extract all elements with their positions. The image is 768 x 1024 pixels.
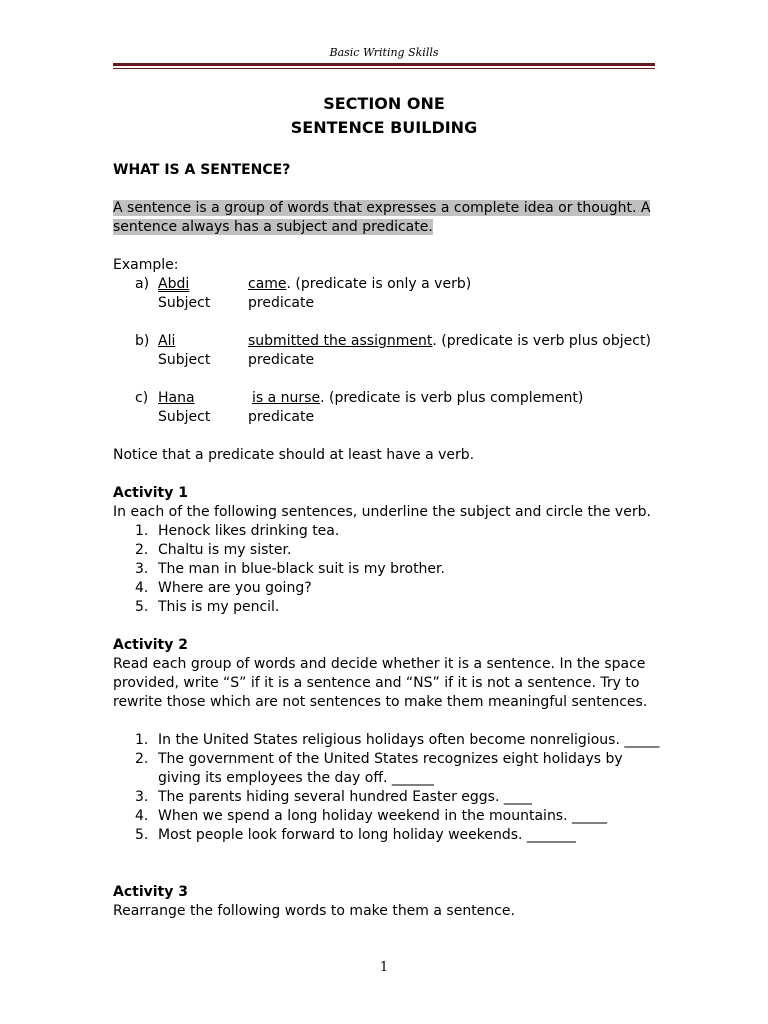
running-header: Basic Writing Skills — [329, 46, 439, 59]
activity1-item-text: Henock likes drinking tea. — [158, 523, 340, 539]
activity2-item-text: The parents hiding several hundred Easter eggs. ____ — [158, 789, 532, 805]
notice-text: Notice that a predicate should at least have a verb. — [113, 447, 475, 463]
activity2-instruction-line: rewrite those which are not sentences to make them meaningful sentences. — [113, 694, 648, 710]
example-label: Example: — [113, 257, 179, 273]
example-b-marker: b) — [135, 333, 150, 349]
activity1-item-num: 1. — [135, 523, 149, 539]
activity2-item-text: In the United States religious holidays often become nonreligious. _____ — [158, 732, 660, 748]
activity2-item-num: 3. — [135, 789, 149, 805]
activity1-item-num: 5. — [135, 599, 149, 615]
definition-text-2: sentence always has a subject and predicate. — [113, 219, 433, 235]
header-rule-thin — [113, 68, 655, 69]
example-a-sentence — [248, 276, 471, 292]
activity1-item-num: 3. — [135, 561, 149, 577]
section-title-line2: SENTENCE BUILDING — [290, 118, 478, 137]
example-a-subject: Abdi — [158, 276, 190, 292]
definition-line2 — [113, 219, 433, 235]
example-c-subject: Hana — [158, 390, 195, 406]
example-b-predicate: submitted the assignment — [248, 333, 433, 349]
definition-text-1: A sentence is a group of words that expresses a complete idea or thought. A — [113, 200, 651, 216]
example-a-predicate-label: predicate — [248, 295, 315, 311]
activity3-title: Activity 3 — [113, 884, 188, 900]
activity2-title: Activity 2 — [113, 637, 188, 653]
example-b-note: . (predicate is verb plus object) — [432, 333, 651, 349]
activity2-item-text: The government of the United States recognizes eight holidays by — [158, 751, 623, 767]
activity1-item-text: This is my pencil. — [158, 599, 280, 615]
activity2-instruction-line: Read each group of words and decide whether it is a sentence. In the space — [113, 656, 646, 672]
example-b-sentence — [248, 333, 651, 349]
activity1-item-text: Where are you going? — [158, 580, 312, 596]
section-title-line1: SECTION ONE — [323, 94, 445, 113]
activity1-item-num: 4. — [135, 580, 149, 596]
activity2-item-num: 1. — [135, 732, 149, 748]
page-number: 1 — [379, 960, 389, 975]
activity2-item-num: 2. — [135, 751, 149, 767]
example-c-subject-label: Subject — [158, 409, 211, 425]
example-b-subject-label: Subject — [158, 352, 211, 368]
activity2-instruction-line: provided, write “S” if it is a sentence and “NS” if it is not a sentence. Try to — [113, 675, 640, 691]
example-a-note: . (predicate is only a verb) — [286, 276, 472, 292]
activity1-instruction: In each of the following sentences, underline the subject and circle the verb. — [113, 504, 651, 520]
header-rule-thick — [113, 63, 655, 66]
example-b-predicate-label: predicate — [248, 352, 315, 368]
example-a-marker: a) — [135, 276, 150, 292]
activity1-item-text: The man in blue-black suit is my brother. — [158, 561, 445, 577]
definition-line1 — [113, 200, 650, 216]
activity1-item-text: Chaltu is my sister. — [158, 542, 292, 558]
example-c-note: . (predicate is verb plus complement) — [320, 390, 584, 406]
example-a-subject-label: Subject — [158, 295, 211, 311]
activity1-title: Activity 1 — [113, 485, 188, 501]
activity3-instruction: Rearrange the following words to make them a sentence. — [113, 903, 515, 919]
activity2-item-text: Most people look forward to long holiday weekends. _______ — [158, 827, 576, 843]
activity1-item-num: 2. — [135, 542, 149, 558]
example-a-predicate: came — [248, 276, 287, 292]
example-c-predicate-label: predicate — [248, 409, 315, 425]
activity2-item-num: 5. — [135, 827, 149, 843]
example-c-marker: c) — [135, 390, 149, 406]
activity2-item-text: When we spend a long holiday weekend in the mountains. _____ — [158, 808, 608, 824]
heading-what-is-sentence: WHAT IS A SENTENCE? — [113, 162, 291, 178]
activity2-item-text: giving its employees the day off. ______ — [158, 770, 434, 786]
example-b-subject: Ali — [158, 333, 176, 349]
example-c-predicate: is a nurse — [252, 390, 321, 406]
example-c-sentence — [252, 390, 583, 406]
activity2-item-num: 4. — [135, 808, 149, 824]
